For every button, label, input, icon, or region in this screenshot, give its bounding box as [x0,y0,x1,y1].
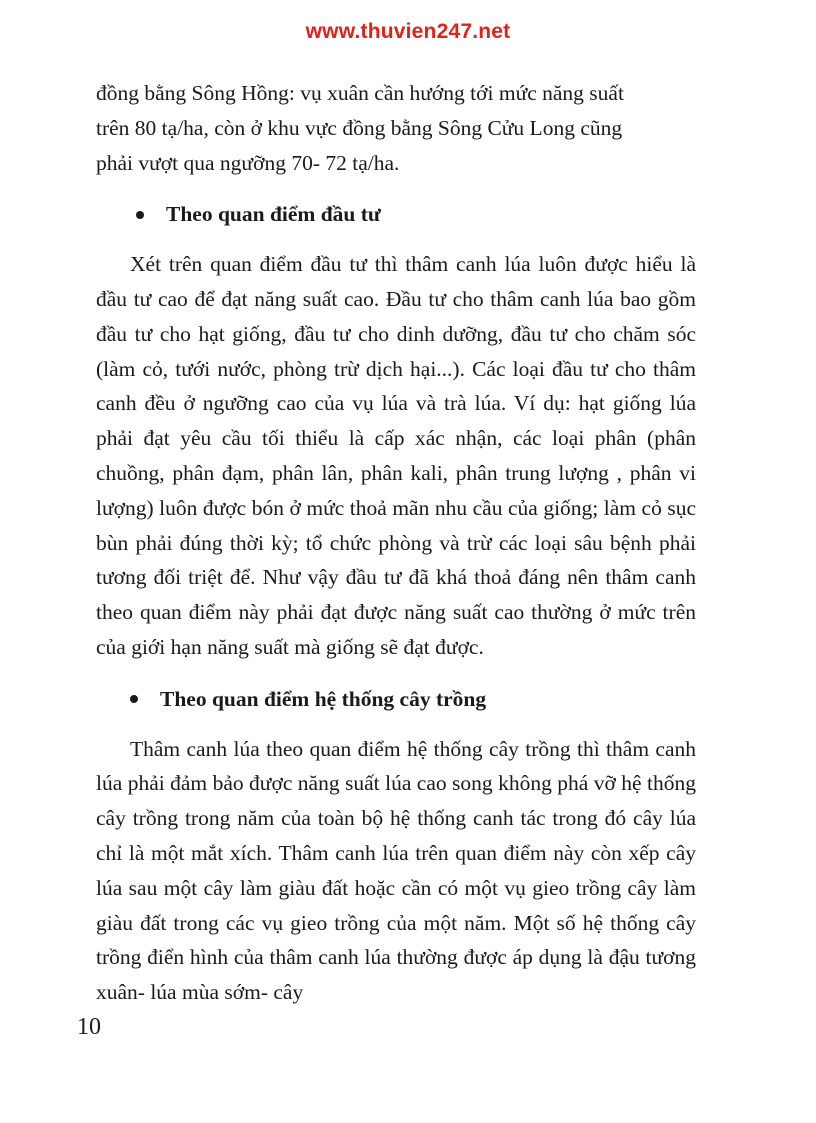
section-heading-crop-system [130,682,696,717]
section-heading-investment [136,197,696,232]
section-heading-crop-system-wrap [96,682,696,717]
section-heading-investment-wrap [96,197,696,232]
paragraph-line: đồng bằng Sông Hồng: vụ xuân cần hướng tới mức năng suất [96,81,624,105]
paragraph-line: trên 80 tạ/ha, còn ở khu vực đồng bằng Sông Cửu Long cũng [96,115,623,140]
page-body [96,76,696,1010]
website-header-url: www.thuvien247.net [305,20,511,43]
bullet-icon [130,695,138,703]
bullet-icon [136,211,144,219]
paragraph-continued [96,76,696,180]
heading-text: Theo quan điểm đầu tư [166,202,381,227]
heading-text: Theo quan điểm hệ thống cây trồng [160,686,487,711]
paragraph-investment: Xét trên quan điểm đầu tư thì thâm canh lúa luôn được hiểu là đầu tư cao để đạt năng suất cao. Đầu tư cho thâm canh lúa bao gồm đầu tư cho hạt giống, đầu tư cho dinh dưỡng, đầu tư cho chăm sóc (làm cỏ, tưới nước, phòng trừ dịch hại...). Các loại đầu tư cho thâm canh đều ở ngưỡng cao của vụ lúa và trà lúa. Ví dụ: hạt giống lúa phải đạt yêu cầu tối thiểu là cấp xác nhận, các loại phân (phân chuồng, phân đạm, phân lân, phân kali, phân trung lượng , phân vi lượng) luôn được bón ở mức thoả mãn nhu cầu của giống; làm cỏ sục bùn phải đúng thời kỳ; tổ chức phòng và trừ các loại sâu bệnh phải tương đối triệt để. Như vậy đầu tư đã khá thoả đáng nên thâm canh theo quan điểm này phải đạt được năng suất cao thường ở mức trên của giới hạn năng suất mà giống sẽ đạt được. [96,252,696,659]
paragraph-crop-system: Thâm canh lúa theo quan điểm hệ thống cây trồng thì thâm canh lúa phải đảm bảo được năng suất lúa cao song không phá vỡ hệ thống cây trồng trong năm của toàn bộ hệ thống canh tác trong đó cây lúa chỉ là một mắt xích. Thâm canh lúa trên quan điểm này còn xếp cây lúa sau một cây làm giàu đất hoặc cần có một vụ gieo trồng cây làm giàu đất trong các vụ gieo trồng của một năm. Một số hệ thống cây trồng điển hình của thâm canh lúa thường được áp dụng là đậu tương xuân- lúa mùa sớm- cây [96,736,696,1005]
page-number: 10 [77,1014,101,1040]
paragraph-line: phải vượt qua ngưỡng 70- 72 tạ/ha. [96,150,400,175]
